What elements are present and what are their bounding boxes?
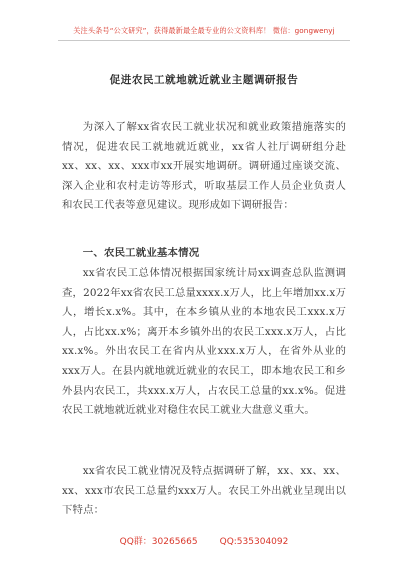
- section-paragraph-block-2: [62, 462, 346, 521]
- footer-qq-group: QQ群：30265665: [119, 537, 198, 547]
- header-divider: [58, 40, 350, 41]
- section-paragraph-2: xx省农民工就业情况及特点据调研了解，xx、xx、xx、xx、xxx市农民工总量约xxx万人。农民工外出就业呈现出以下特点：: [62, 465, 346, 517]
- section-heading: 一、农民工就业基本情况: [82, 247, 200, 259]
- intro-paragraph-block: [62, 118, 346, 216]
- document-title: 促进农民工就地就近就业主题调研报告: [109, 74, 299, 86]
- header-banner: 关注头条号“公文研究”，获得最新最全最专业的公文资料库！ 微信：gongwenyj: [73, 26, 335, 35]
- section-paragraph-1: xx省农民工总体情况根据国家统计局xx调查总队监测调查，2022年xx省农民工总量xxxx.x万人，比上年增加xx.x万人，增长x.x%。其中，在本乡镇从业的本地农民工xxx.x万人，占比xx.x%；离开本乡镇外出的农民工xxx.x万人，占比xx.x%。外出农民工在省内从业xxx.x万人，在省外从业的xxx万人。在县内就地就近就业的农民工，即本地农民工和乡外县内农民工，共xxx.x万人，占农民工总量的xx.x%。促进农民工就地就近就业对稳住农民工就业大盘意义重大。: [62, 267, 346, 417]
- footer-contact: [0, 534, 408, 547]
- intro-paragraph: 为深入了解xx省农民工就业状况和就业政策措施落实的情况，促进农民工就地就近就业，xx省人社厅调研组分赴xx、xx、xx、xxx市xx开展实地调研。调研通过座谈交流、深入企业和农村走访等形式，听取基层工作人员企业负责人和农民工代表等意见建议。现形成如下调研报告：: [62, 121, 346, 212]
- section-paragraph-block: [62, 264, 346, 421]
- section-heading-block: [62, 244, 346, 264]
- footer-qq-number: QQ:535304092: [219, 537, 289, 547]
